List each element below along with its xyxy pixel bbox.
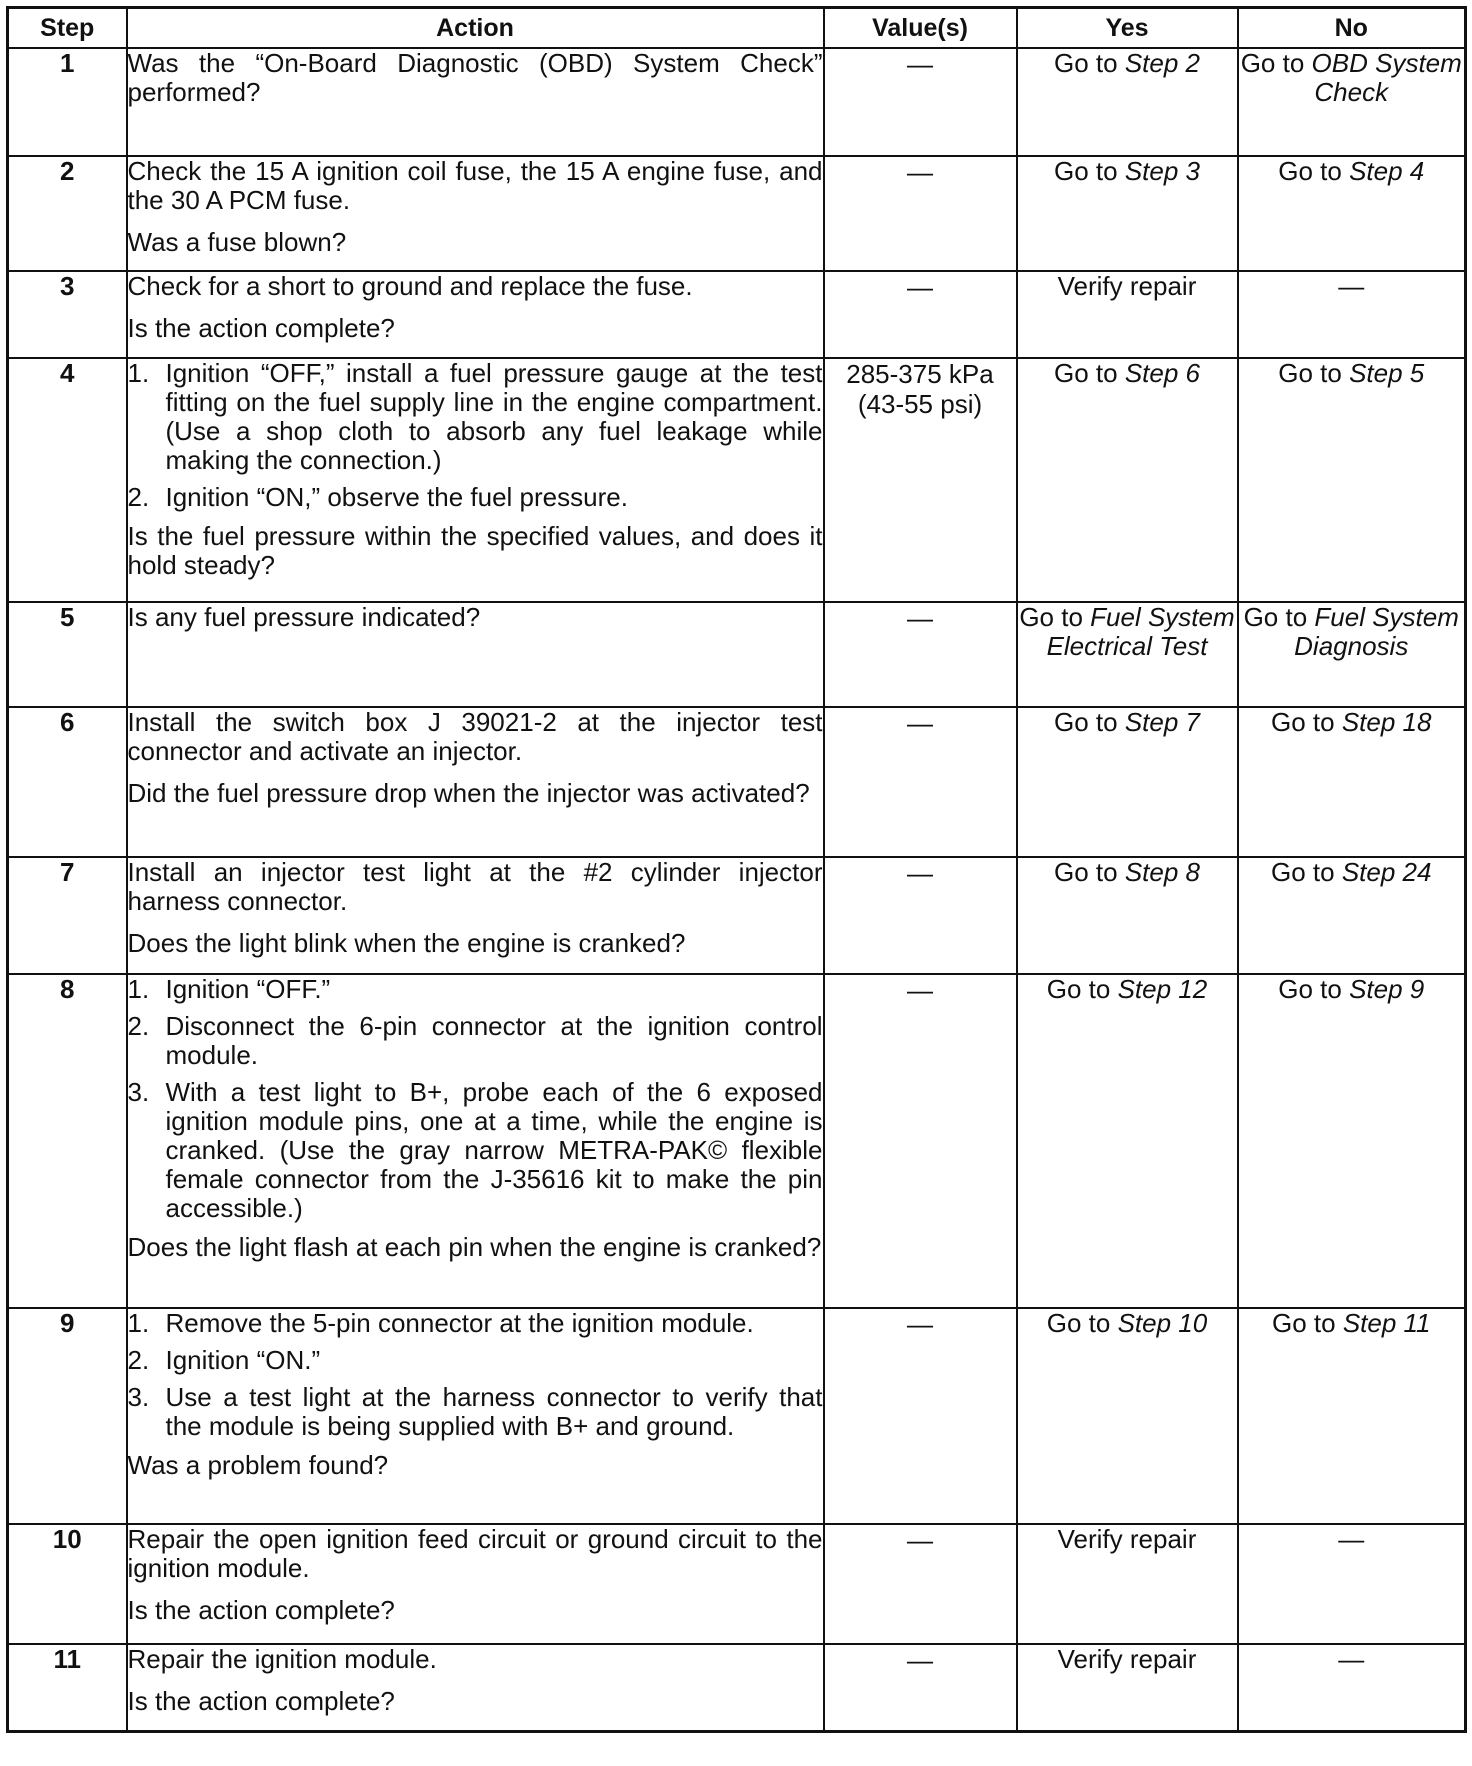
question: Is the fuel pressure within the specified values, and does it hold steady? — [127, 521, 823, 580]
step-number: 10 — [8, 1524, 127, 1644]
header-no: No — [1238, 8, 1466, 49]
no-prefix: Go to — [1278, 974, 1350, 1004]
value-dash: — — [907, 603, 933, 633]
question: Was the “On-Board Diagnostic (OBD) System Check” performed? — [127, 48, 823, 107]
yes-prefix: Go to — [1046, 974, 1118, 1004]
table-row-step-11 — [8, 1644, 1466, 1731]
no-target: Step 9 — [1349, 974, 1425, 1004]
list-item: 1. Ignition “OFF,” install a fuel pressure gauge at the test fitting on the fuel supply line in the engine compartment. (Use a shop cloth to absorb any fuel leakage while making the connection.) — [127, 358, 823, 475]
no-prefix: Go to — [1278, 156, 1350, 186]
yes-cell: Verify repair — [1017, 1524, 1238, 1644]
no-cell — [1238, 857, 1466, 974]
step-number: 7 — [8, 857, 127, 974]
yes-target: Step 2 — [1124, 48, 1200, 78]
yes-prefix: Go to — [1054, 156, 1125, 186]
values-cell — [824, 358, 1017, 602]
no-cell: — — [1238, 1644, 1466, 1731]
list-item: 1. Remove the 5-pin connector at the ignition module. — [127, 1308, 754, 1338]
yes-prefix: Go to — [1046, 1308, 1118, 1338]
no-target: Step 4 — [1349, 156, 1425, 186]
yes-cell — [1017, 707, 1238, 857]
values-cell — [824, 48, 1017, 156]
value-dash: — — [907, 157, 933, 187]
step-number: 11 — [8, 1644, 127, 1731]
table-row-step-2 — [8, 156, 1466, 271]
no-prefix: Go to — [1243, 602, 1315, 632]
value-dash: — — [907, 1645, 933, 1675]
table-row-step-3 — [8, 271, 1466, 358]
action-cell — [127, 1308, 824, 1524]
table-row-step-1 — [8, 48, 1466, 156]
no-prefix: Go to — [1240, 48, 1312, 78]
yes-target: Step 12 — [1117, 974, 1208, 1004]
instruction: Repair the open ignition feed circuit or ground circuit to the ignition module. — [127, 1524, 823, 1583]
question: Is any fuel pressure indicated? — [127, 602, 481, 632]
table-header-row — [8, 8, 1466, 49]
header-yes: Yes — [1017, 8, 1238, 49]
no-target: Step 18 — [1341, 707, 1432, 737]
no-target: Step 24 — [1341, 857, 1432, 887]
no-cell: — — [1238, 1524, 1466, 1644]
action-cell — [127, 974, 824, 1308]
instruction: Install an injector test light at the #2 cylinder injector harness connector. — [127, 857, 823, 916]
list-item: 3. Use a test light at the harness connector to verify that the module is being supplied with B+ and ground. — [127, 1382, 823, 1441]
yes-cell — [1017, 358, 1238, 602]
step-number: 8 — [8, 974, 127, 1308]
no-target: Step 11 — [1342, 1308, 1431, 1338]
yes-target: Step 7 — [1124, 707, 1200, 737]
yes-prefix: Go to — [1054, 48, 1125, 78]
yes-target: Step 3 — [1124, 156, 1200, 186]
yes-cell — [1017, 857, 1238, 974]
yes-cell — [1017, 48, 1238, 156]
diagnostic-table-wrapper — [6, 6, 1464, 1733]
header-step: Step — [8, 8, 127, 49]
header-values: Value(s) — [824, 8, 1017, 49]
table-row-step-7 — [8, 857, 1466, 974]
values-cell — [824, 156, 1017, 271]
action-cell — [127, 707, 824, 857]
no-target: OBD System Check — [1311, 48, 1462, 107]
list-item: 2. Disconnect the 6-pin connector at the ignition control module. — [127, 1011, 823, 1070]
diagnostic-table — [6, 6, 1467, 1733]
step-number: 4 — [8, 358, 127, 602]
values-cell — [824, 1524, 1017, 1644]
step-number: 3 — [8, 271, 127, 358]
value-dash: — — [907, 49, 933, 79]
value-dash: — — [907, 1309, 933, 1339]
list-item: 2. Ignition “ON.” — [127, 1345, 321, 1375]
instruction: Check the 15 A ignition coil fuse, the 15 A engine fuse, and the 30 A PCM fuse. — [127, 156, 823, 215]
yes-target: Step 10 — [1117, 1308, 1208, 1338]
question: Did the fuel pressure drop when the injector was activated? — [127, 778, 810, 808]
list-item: 3. With a test light to B+, probe each of the 6 exposed ignition module pins, one at a time, while the engine is cranked. (Use the gray narrow METRA-PAK© flexible female connector from the J-35616 kit to make the pin accessible.) — [127, 1077, 823, 1223]
no-cell: — — [1238, 271, 1466, 358]
question: Does the light blink when the engine is cranked? — [127, 928, 686, 958]
yes-prefix: Go to — [1054, 707, 1125, 737]
values-cell — [824, 857, 1017, 974]
no-cell — [1238, 156, 1466, 271]
no-cell — [1238, 602, 1466, 707]
question: Was a problem found? — [127, 1450, 389, 1480]
values-cell — [824, 1308, 1017, 1524]
question: Is the action complete? — [127, 1686, 395, 1716]
question: Was a fuse blown? — [127, 227, 347, 257]
no-target: Fuel System Diagnosis — [1294, 602, 1459, 661]
yes-prefix: Go to — [1054, 857, 1125, 887]
no-cell — [1238, 707, 1466, 857]
instruction: Install the switch box J 39021-2 at the injector test connector and activate an injector. — [127, 707, 823, 766]
values-cell — [824, 602, 1017, 707]
value-dash: — — [907, 272, 933, 302]
pressure-kpa: 285-375 kPa — [846, 359, 994, 389]
step-number: 1 — [8, 48, 127, 156]
table-row-step-10 — [8, 1524, 1466, 1644]
yes-cell — [1017, 156, 1238, 271]
values-cell — [824, 707, 1017, 857]
instruction: Check for a short to ground and replace the fuse. — [127, 271, 693, 301]
step-number: 6 — [8, 707, 127, 857]
yes-target: Fuel System Electrical Test — [1046, 602, 1235, 661]
action-cell — [127, 358, 824, 602]
instruction: Repair the ignition module. — [127, 1644, 437, 1674]
table-row-step-5 — [8, 602, 1466, 707]
action-cell — [127, 857, 824, 974]
value-dash: — — [907, 975, 933, 1005]
question: Does the light flash at each pin when the engine is cranked? — [127, 1232, 822, 1262]
step-number: 2 — [8, 156, 127, 271]
action-cell — [127, 271, 824, 358]
no-cell — [1238, 1308, 1466, 1524]
yes-prefix: Go to — [1054, 358, 1125, 388]
list-item: 2. Ignition “ON,” observe the fuel pressure. — [127, 482, 628, 512]
no-prefix: Go to — [1271, 857, 1342, 887]
pressure-psi: (43-55 psi) — [857, 389, 983, 419]
yes-prefix: Go to — [1019, 602, 1091, 632]
header-action: Action — [127, 8, 824, 49]
no-prefix: Go to — [1271, 707, 1342, 737]
action-cell — [127, 48, 824, 156]
no-prefix: Go to — [1271, 1308, 1343, 1338]
step-number: 5 — [8, 602, 127, 707]
action-cell — [127, 1524, 824, 1644]
yes-cell: Verify repair — [1017, 1644, 1238, 1731]
yes-cell — [1017, 974, 1238, 1308]
value-dash: — — [907, 1525, 933, 1555]
action-cell — [127, 156, 824, 271]
no-target: Step 5 — [1349, 358, 1425, 388]
values-cell — [824, 271, 1017, 358]
table-row-step-8 — [8, 974, 1466, 1308]
value-dash: — — [907, 858, 933, 888]
action-cell — [127, 1644, 824, 1731]
no-cell — [1238, 358, 1466, 602]
yes-target: Step 6 — [1124, 358, 1200, 388]
no-cell — [1238, 48, 1466, 156]
step-number: 9 — [8, 1308, 127, 1524]
yes-cell — [1017, 602, 1238, 707]
yes-cell: Verify repair — [1017, 271, 1238, 358]
yes-cell — [1017, 1308, 1238, 1524]
table-row-step-4 — [8, 358, 1466, 602]
values-cell — [824, 1644, 1017, 1731]
list-item: 1. Ignition “OFF.” — [127, 974, 331, 1004]
no-prefix: Go to — [1278, 358, 1350, 388]
question: Is the action complete? — [127, 1595, 395, 1625]
action-cell — [127, 602, 824, 707]
table-row-step-9 — [8, 1308, 1466, 1524]
value-dash: — — [907, 708, 933, 738]
no-cell — [1238, 974, 1466, 1308]
question: Is the action complete? — [127, 313, 395, 343]
values-cell — [824, 974, 1017, 1308]
yes-target: Step 8 — [1124, 857, 1200, 887]
table-row-step-6 — [8, 707, 1466, 857]
